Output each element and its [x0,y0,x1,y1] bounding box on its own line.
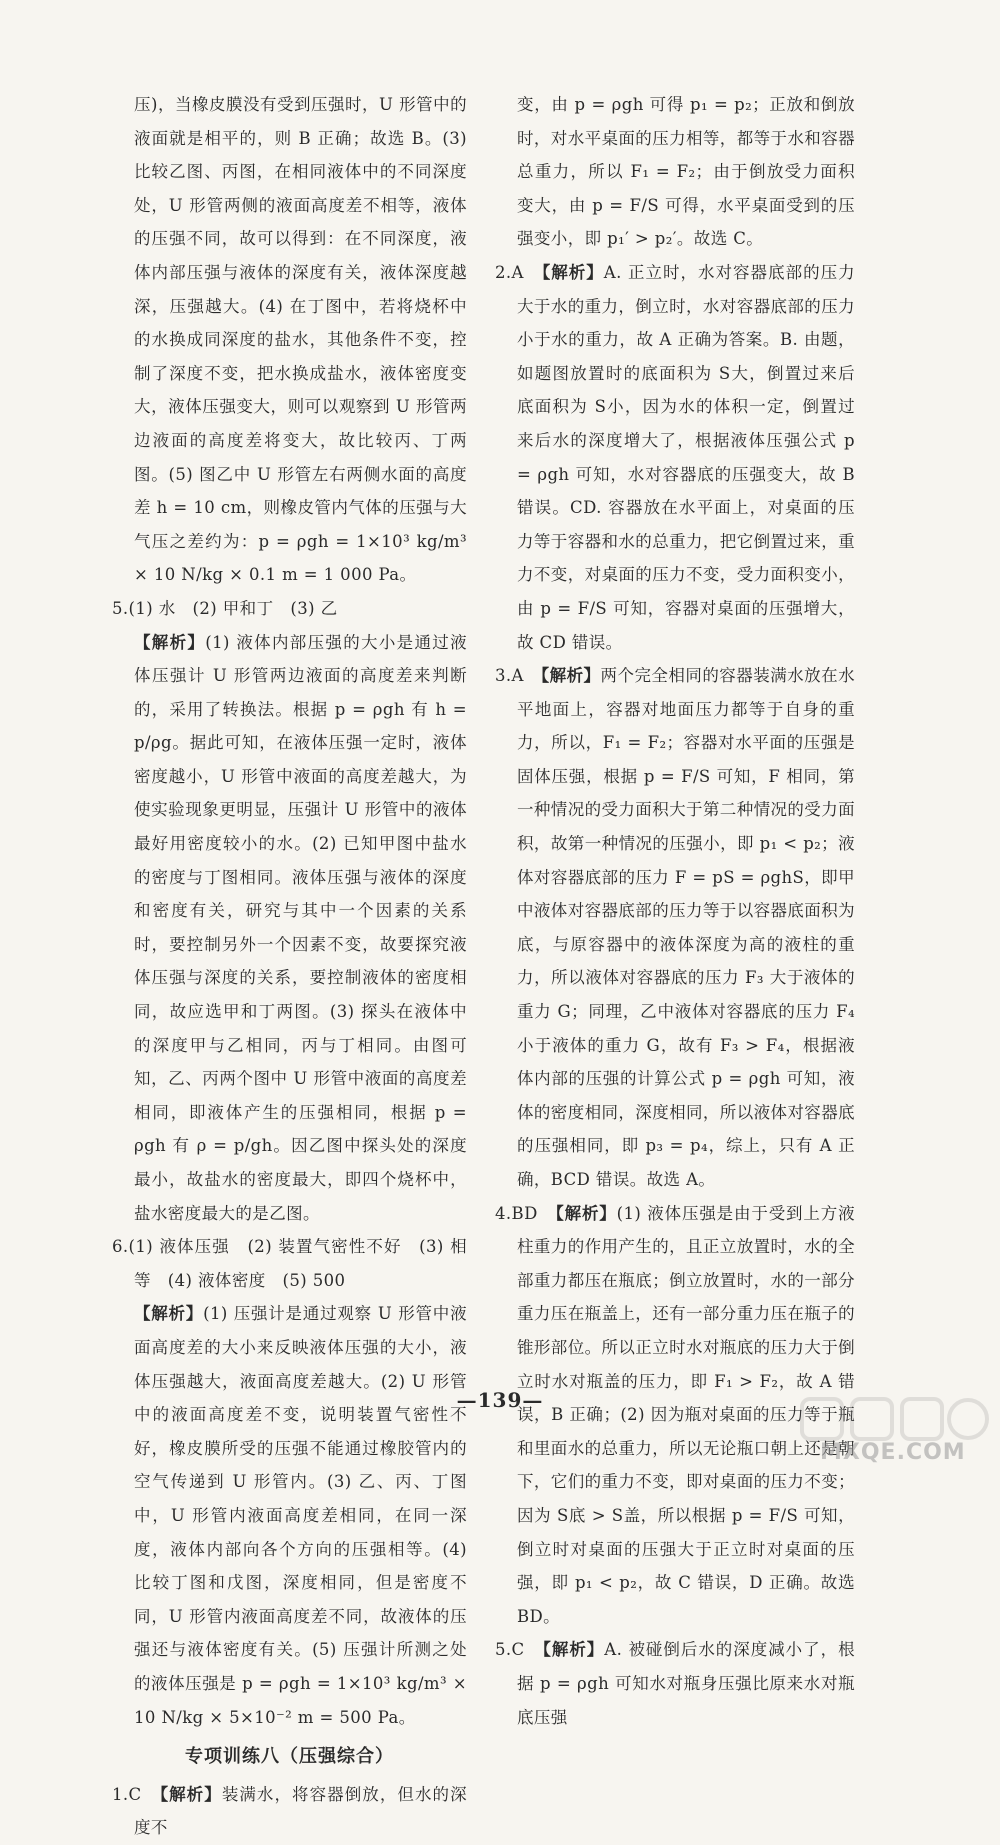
analysis-tag: 【解析】 [541,262,604,282]
analysis-5 [112,626,467,1231]
answer-num: 3.A [495,666,524,686]
watermark-text: MXQE.COM [820,1440,966,1465]
answer-line-3 [495,659,855,1197]
analysis-tag: 【解析】 [134,1304,204,1324]
paragraph: 变，由 p = ρgh 可得 p₁ = p₂；正放和倒放时，对水平桌面的压力相等，都等于水和容器总重力，所以 F₁ = F₂；由于倒放受力面积变大，由 p = F/S 可得，水平桌面受到的压强变小，即 p₁′ > p₂′。故选 C。 [517,95,855,249]
answer-num: 1.C [112,1784,142,1804]
watermark-logo-icon [800,1395,990,1445]
analysis-text: (1) 液体内部压强的大小是通过液体压强计 U 形管两边液面的高度差来判断的，采用了转换法。根据 p = ρgh 有 h = p/ρg。据此可知，在液体压强一定时，液体密度越小，U 形管中液面的高度差越大，为使实验现象更明显，压强计 U 形管中的液体最好用密度较小的水。(2) 已知甲图中盐水的密度与丁图相同。液体压强与液体的深度和密度有关，研究与其中一个因素的关系时，要控制另外一个因素不变，故要探究液体压强与深度的关系，要控制液体的密度相同，故应选甲和丁两图。(3) 探头在液体中的深度甲与乙相同，丙与丁相同。由图可知，乙、丙两个图中 U 形管中液面的高度差相同，即液体产生的压强相同，根据 p = ρgh 有 ρ = p/gh。因乙图中探头处的深度最小，故盐水的密度最大，即四个烧杯中，盐水密度最大的是乙图。 [134,632,467,1223]
section-title: 专项训练八（压强综合） [185,1746,394,1768]
analysis-text: A. 正立时，水对容器底部的压力大于水的重力，倒立时，水对容器底部的压力小于水的重力，故 A 正确为答案。B. 由题，如题图放置时的底面积为 S大，倒置过来后底面积为 S小，因为水的体积一定，倒置过来后水的深度增大了，根据液体压强公式 p = ρgh 可知，水对容器底的压强变大，故 B 错误。CD. 容器放在水平面上，对桌面的压力等于容器和水的总重力，把它倒置过来，重力不变，对桌面的压力不变，受力面积变小，由 p = F/S 可知，容器对桌面的压强增大，故 CD 错误。 [517,262,855,652]
answer-line-2 [495,256,855,659]
analysis-tag: 【解析】 [555,1203,617,1223]
answer-num: 4.BD [495,1203,538,1223]
answer-num: 5.C [495,1640,525,1660]
analysis-tag: 【解析】 [540,666,601,686]
analysis-tag: 【解析】 [134,632,206,652]
answer-line-1 [112,1778,467,1845]
analysis-tag: 【解析】 [159,1784,222,1804]
right-column [495,88,855,1734]
analysis-6 [112,1297,467,1734]
analysis-text: 两个完全相同的容器装满水放在水平地面上，容器对地面压力都等于自身的重力，所以，F₁ = F₂；容器对水平面的压强是固体压强，根据 p = F/S 可知，F 相同，第一种情况的受力面积大于第二种情况的受力面积，故第一种情况的压强小，即 p₁ < p₂；液体对容器底部的压力 F = pS = ρghS，即甲中液体对容器底部的压力等于以容器底面积为底，与原容器中的液体深度为高的液柱的重力，所以液体对容器底的压力 F₃ 大于液体的重力 G；同理，乙中液体对容器底的压力 F₄ 小于液体的重力 G，故有 F₃ > F₄，根据液体内部的压强的计算公式 p = ρgh 可知，液体的密度相同，深度相同，所以液体对容器底的压强相同，即 p₃ = p₄，综上，只有 A 正确，BCD 错误。故选 A。 [517,666,855,1189]
answer-num: 2.A [495,262,524,282]
left-column [112,88,467,1845]
answer-line-5: 5.(1) 水 (2) 甲和丁 (3) 乙 [112,598,338,618]
paragraph: 压)，当橡皮膜没有受到压强时，U 形管中的液面就是相平的，则 B 正确；故选 B。(3) 比较乙图、丙图，在相同液体中的不同深度处，U 形管两侧的液面高度差不相等，液体的压强不同，故可以得到：在不同深度，液体内部压强与液体的深度有关，液体深度越深，压强越大。(4) 在丁图中，若将烧杯中的水换成同深度的盐水，其他条件不变，控制了深度不变，把水换成盐水，液体密度变大，液体压强变大，则可以观察到 U 形管两边液面的高度差将变大，故比较丙、丁两图。(5) 图乙中 U 形管左右两侧水面的高度差 h = 10 cm，则橡皮管内气体的压强与大气压之差约为：p = ρgh = 1×10³ kg/m³ × 10 N/kg × 0.1 m = 1 000 Pa。 [134,95,467,585]
answer-line-5-right [495,1633,855,1734]
answer-line-6: 6.(1) 液体压强 (2) 装置气密性不好 (3) 相等 (4) 液体密度 (5) 500 [112,1237,467,1290]
analysis-text: (1) 液体压强是由于受到上方液柱重力的作用产生的，且正立放置时，水的全部重力都压在瓶底；倒立放置时，水的一部分重力压在瓶盖上，还有一部分重力压在瓶子的锥形部位。所以正立时水对瓶底的压力大于倒立时水对瓶盖的压力，即 F₁ > F₂，故 A 错误，B 正确；(2) 因为瓶对桌面的压力等于瓶和里面水的总重力，所以无论瓶口朝上还是朝下，它们的重力不变，即对桌面的压力不变；因为 S底 > S盖，所以根据 p = F/S 可知，倒立时对桌面的压强大于正立时对桌面的压强，即 p₁ < p₂，故 C 错误，D 正确。故选 BD。 [517,1203,855,1626]
analysis-text: A. 被碰倒后水的深度减小了，根据 p = ρgh 可知水对瓶身压强比原来水对瓶底压强 [517,1640,855,1727]
analysis-text: (1) 压强计是通过观察 U 形管中液面高度差的大小来反映液体压强的大小，液体压强越大，液面高度差越大。(2) U 形管中的液面高度差不变，说明装置气密性不好，橡皮膜所受的压强不能通过橡胶管内的空气传递到 U 形管内。(3) 乙、丙、丁图中，U 形管内液面高度差相同，在同一深度，液体内部向各个方向的压强相等。(4) 比较丁图和戊图，深度相同，但是密度不同，U 形管内液面高度差不同，故液体的压强还与液体密度有关。(5) 压强计所测之处的液体压强是 p = ρgh = 1×10³ kg/m³ × 10 N/kg × 5×10⁻² m = 500 Pa。 [134,1304,467,1727]
page-number: —139— [456,1388,544,1412]
analysis-text: 装满水，将容器倒放，但水的深度不 [134,1784,467,1838]
analysis-tag: 【解析】 [542,1640,605,1660]
